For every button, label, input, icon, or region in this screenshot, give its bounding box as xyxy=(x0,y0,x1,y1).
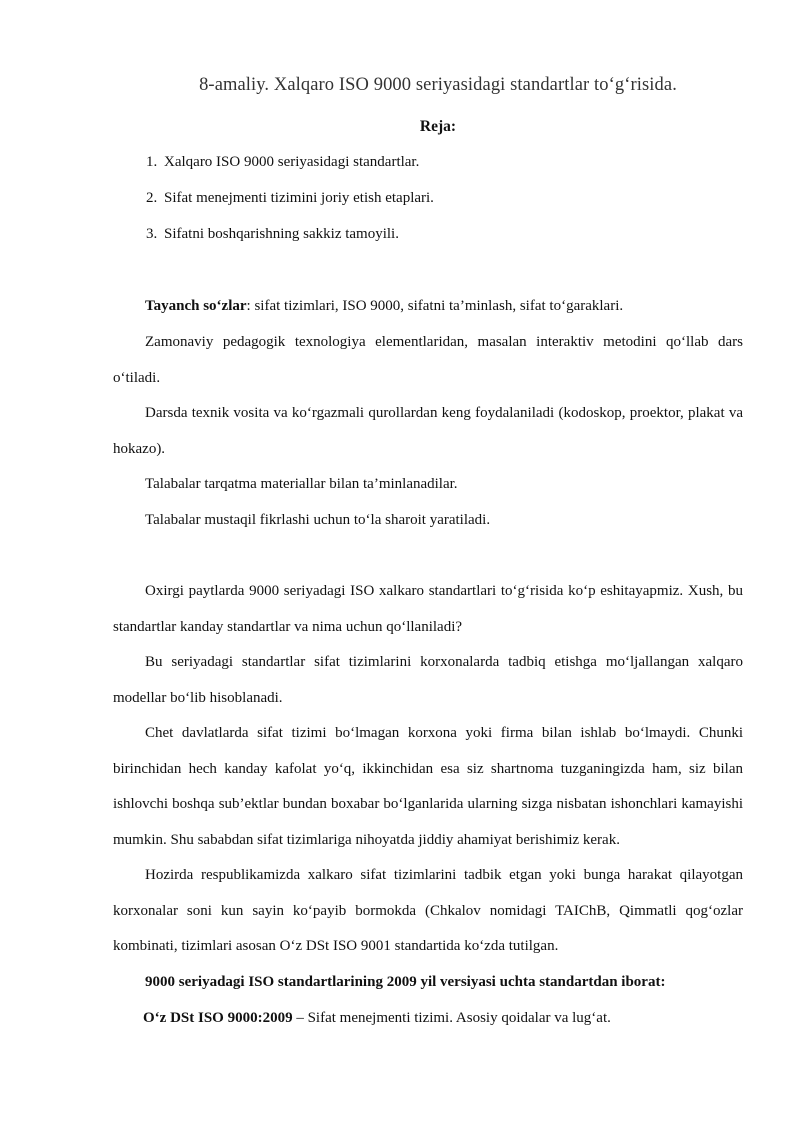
standard-item xyxy=(113,1001,743,1037)
plan-item-number: 2. xyxy=(146,190,158,206)
plan-item-number: 1. xyxy=(146,154,158,170)
paragraph-republic: Hozirda respublikamizda xalkaro sifat tizimlarini tadbik etgan yoki bunga harakat qilayotgan korxonalar soni kun sayin ko‘payib bormokda (Chkalov nomidagi TAIChB, Qimmatli qog‘ozlar kombinati, tizimlari asosan O‘z DSt ISO 9001 standartida ko‘zda tutilgan. xyxy=(113,867,743,954)
keywords-paragraph xyxy=(113,289,743,325)
plan-item-text: Sifat menejmenti tizimini joriy etish etaplari. xyxy=(164,190,434,206)
paragraph-conditions: Talabalar mustaqil fikrlashi uchun to‘la sharoit yaratiladi. xyxy=(145,512,491,528)
plan-item-text: Xalqaro ISO 9000 seriyasidagi standartlar. xyxy=(164,154,420,170)
standards-heading xyxy=(113,965,743,1001)
document-title: 8-amaliy. Xalqaro ISO 9000 seriyasidagi standartlar to‘g‘risida. xyxy=(199,75,677,95)
paragraph-tools: Darsda texnik vosita va ko‘rgazmali qurollardan keng foydalaniladi (kodoskop, proektor, plakat va hokazo). xyxy=(113,405,743,457)
standard-code: O‘z DSt ISO 9000:2009 xyxy=(143,1010,293,1026)
plan-item-text: Sifatni boshqarishning sakkiz tamoyili. xyxy=(164,226,399,242)
plan-item xyxy=(146,226,399,243)
keywords-label: Tayanch so‘zlar xyxy=(145,298,247,314)
plan-item xyxy=(146,190,434,207)
plan-item xyxy=(146,154,419,171)
paragraph-methods: Zamonaviy pedagogik texnologiya elementlaridan, masalan interaktiv metodini qo‘llab dars o‘tiladi. xyxy=(113,334,743,386)
standards-heading-text: 9000 seriyadagi ISO standartlarining 2009 yil versiyasi uchta standartdan iborat: xyxy=(145,974,666,990)
paragraph-handouts: Talabalar tarqatma materiallar bilan ta’minlanadilar. xyxy=(145,476,458,492)
paragraph-intro: Oxirgi paytlarda 9000 seriyadagi ISO xalkaro standartlari to‘g‘risida ko‘p eshitayapmiz. Xush, bu standartlar kanday standartlar va nima uchun qo‘llaniladi? xyxy=(113,583,743,635)
plan-heading: Reja: xyxy=(419,118,457,135)
paragraph-foreign: Chet davlatlarda sifat tizimi bo‘lmagan korxona yoki firma bilan ishlab bo‘lmaydi. Chunki birinchidan hech kanday kafolat yo‘q, ikkinchidan esa siz shartnoma tuzganingizda ham, siz bilan ishlovchi boshqa sub’ektlar bundan boxabar bo‘lganlarida ularning sizga nisbatan ishonchlari kamayishi mumkin. Shu sababdan sifat tizimlariga nihoyatda jiddiy ahamiyat berishimiz kerak. xyxy=(113,725,743,848)
standard-description: – Sifat menejmenti tizimi. Asosiy qoidalar va lug‘at. xyxy=(292,1010,611,1026)
keywords-text: : sifat tizimlari, ISO 9000, sifatni ta’minlash, sifat to‘garaklari. xyxy=(246,298,624,314)
plan-item-number: 3. xyxy=(146,226,158,242)
paragraph-series: Bu seriyadagi standartlar sifat tizimlarini korxonalarda tadbiq etishga mo‘ljallangan xalqaro modellar bo‘lib hisoblanadi. xyxy=(113,654,743,706)
